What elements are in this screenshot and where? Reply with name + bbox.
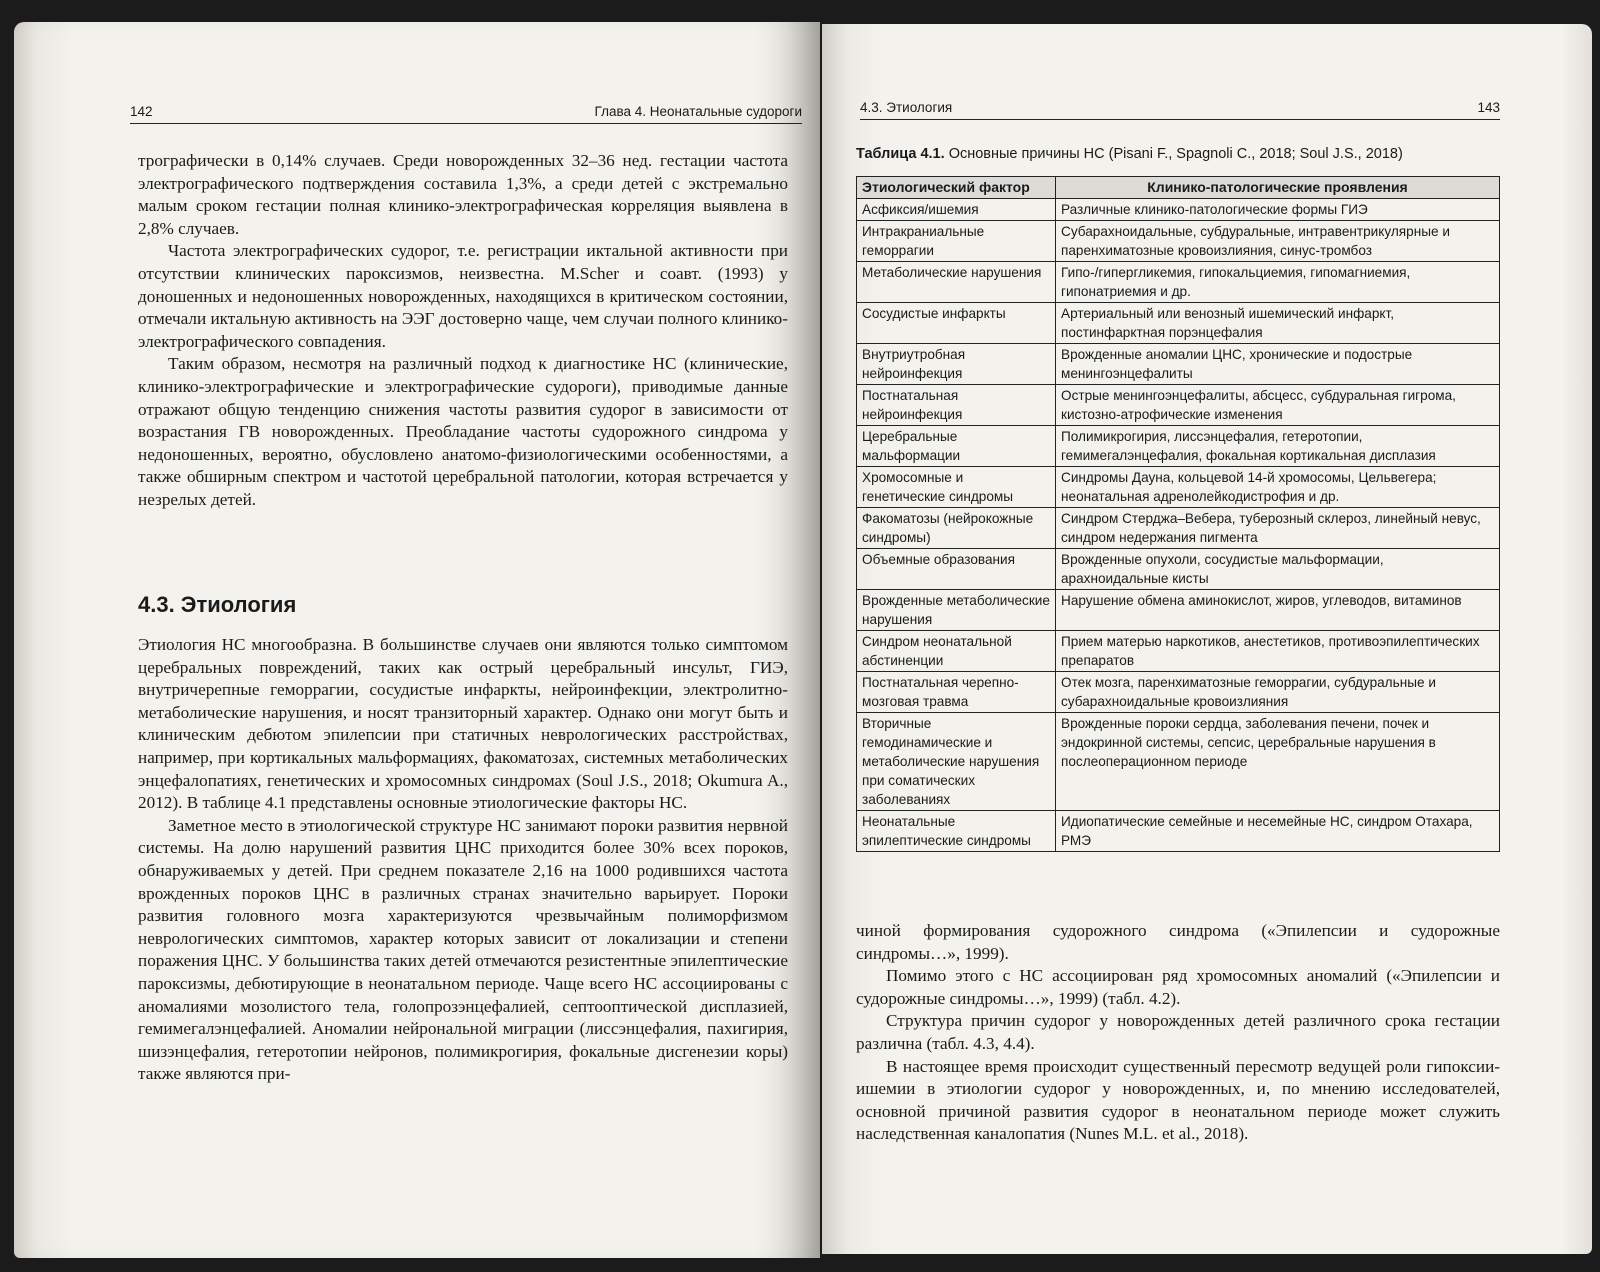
left-running-head	[130, 104, 802, 124]
table-body	[857, 199, 1500, 852]
etiology-factor-cell: Постнатальная черепно-мозговая травма	[857, 672, 1056, 713]
etiology-factor-cell: Объемные образования	[857, 549, 1056, 590]
etiology-factor-cell: Вторичные гемодинамические и метаболические нарушения при соматических заболеваниях	[857, 713, 1056, 811]
etiology-factor-cell: Хромосомные и генетические синдромы	[857, 467, 1056, 508]
etiology-factor-cell: Факоматозы (нейрокожные синдромы)	[857, 508, 1056, 549]
paragraph: чиной формирования судорожного синдрома («Эпилепсии и судорожные синдромы…», 1999).	[856, 921, 1500, 963]
manifestation-cell: Острые менингоэнцефалиты, абсцесс, субдуральная гигрома, кистозно-атрофические изменения	[1056, 385, 1500, 426]
right-text	[856, 920, 1500, 1146]
left-text-top	[138, 150, 788, 512]
etiology-factor-cell: Синдром неонатальной абстиненции	[857, 631, 1056, 672]
table-row	[857, 811, 1500, 852]
etiology-factor-cell: Асфиксия/ишемия	[857, 199, 1056, 221]
etiology-factor-cell: Церебральные мальформации	[857, 426, 1056, 467]
table-row	[857, 262, 1500, 303]
etiology-factor-cell: Неонатальные эпилептические синдромы	[857, 811, 1056, 852]
table-row	[857, 344, 1500, 385]
paragraph: трографически в 0,14% случаев. Среди новорожденных 32–36 нед. гестации частота электрографического подтверждения составила 1,3%, а среди детей с экстремально малым сроком гестации полная клинико-электрографическая корреляция выявлена в 2,8% случаев.	[138, 151, 788, 238]
table-row	[857, 508, 1500, 549]
table-header-cell: Клинико-патологические проявления	[1056, 177, 1500, 199]
manifestation-cell: Артериальный или венозный ишемический инфаркт, постинфарктная порэнцефалия	[1056, 303, 1500, 344]
manifestation-cell: Идиопатические семейные и несемейные НС, синдром Отахара, РМЭ	[1056, 811, 1500, 852]
manifestation-cell: Нарушение обмена аминокислот, жиров, углеводов, витаминов	[1056, 590, 1500, 631]
paragraph: В настоящее время происходит существенный пересмотр ведущей роли гипоксии-ишемии в этиологии судорог у новорожденных, и, по мнению исследователей, основной причиной развития судорог в неонатальном периоде может служить наследственная каналопатия (Nunes M.L. et al., 2018).	[856, 1056, 1500, 1144]
right-running-head	[860, 100, 1500, 120]
left-page-number: 142	[130, 104, 153, 119]
left-text-bottom	[138, 634, 788, 1086]
table-row	[857, 426, 1500, 467]
paragraph: Таким образом, несмотря на различный подход к диагностике НС (клинические, клинико-электрографические и электрографические судороги), приводимые данные отражают общую тенденцию снижения частоты развития судорог в зависимости от возрастания ГВ новорожденных. Преобладание частоты судорожного синдрома у недоношенных, вероятно, обусловлено анатомо-физиологическими особенностями, а также обширным спектром и частотой церебральной патологии, которая встречается у незрелых детей.	[138, 354, 788, 509]
paragraph: Помимо этого с НС ассоциирован ряд хромосомных аномалий («Эпилепсии и судорожные синдромы…», 1999) (табл. 4.2).	[856, 966, 1500, 1008]
etiology-factor-cell: Врожденные метаболические нарушения	[857, 590, 1056, 631]
left-running-title: Глава 4. Неонатальные судороги	[594, 104, 802, 119]
table-row	[857, 549, 1500, 590]
table-row	[857, 672, 1500, 713]
right-page-number: 143	[1477, 100, 1500, 115]
table-row	[857, 467, 1500, 508]
table-row	[857, 199, 1500, 221]
table-header-cell: Этиологический фактор	[857, 177, 1056, 199]
table-row	[857, 303, 1500, 344]
table-caption-label: Таблица 4.1.	[856, 146, 945, 162]
manifestation-cell: Гипо-/гипергликемия, гипокальциемия, гипомагниемия, гипонатриемия и др.	[1056, 262, 1500, 303]
right-running-title: 4.3. Этиология	[860, 100, 953, 115]
table-caption-text: Основные причины НС (Pisani F., Spagnoli C., 2018; Soul J.S., 2018)	[948, 146, 1403, 162]
manifestation-cell: Прием матерью наркотиков, анестетиков, противоэпилептических препаратов	[1056, 631, 1500, 672]
table-row	[857, 713, 1500, 811]
manifestation-cell: Синдромы Дауна, кольцевой 14-й хромосомы, Цельвегера; неонатальная адренолейкодистрофия и др.	[1056, 467, 1500, 508]
table-caption	[856, 146, 1506, 162]
manifestation-cell: Отек мозга, паренхиматозные геморрагии, субдуральные и субарахноидальные кровоизлияния	[1056, 672, 1500, 713]
paragraph: Заметное место в этиологической структуре НС занимают пороки развития нервной системы. На долю нарушений развития ЦНС приходится более 30% всех пороков, обнаруживаемых у детей. При среднем показателе 2,16 на 1000 родившихся частота врожденных пороков ЦНС в различных странах значительно варьирует. Пороки развития головного мозга характеризуются чрезвычайным полиморфизмом неврологических симптомов, характер которых зависит от локализации и степени поражения ЦНС. У большинства таких детей отмечаются резистентные эпилептические пароксизмы, дебютирующие в неонатальном периоде. Чаще всего НС ассоциированы с аномалиями мозолистого тела, голопрозэнцефалией, септооптической дисплазией, гемимегалэнцефалией. Аномалии нейрональной миграции (лиссэнцефалия, пахигирия, шизэнцефалия, гетеротопии нейронов, полимикрогирия, фокальные дисгенезии коры) также являются при-	[138, 815, 788, 1084]
manifestation-cell: Врожденные опухоли, сосудистые мальформации, арахноидальные кисты	[1056, 549, 1500, 590]
table-row	[857, 385, 1500, 426]
table-row	[857, 590, 1500, 631]
table-row	[857, 221, 1500, 262]
etiology-factor-cell: Внутриутробная нейроинфекция	[857, 344, 1056, 385]
paragraph: Этиология НС многообразна. В большинстве случаев они являются только симптомом церебральных повреждений, таких как острый церебральный инсульт, ГИЭ, внутричерепные геморрагии, сосудистые инфаркты, нейроинфекции, электролитно-метаболические нарушения, и носят транзиторный характер. Однако они могут быть и клиническим дебютом эпилепсии при статичных неврологических расстройствах, например, при кортикальных мальформациях, факоматозах, системных метаболических энцефалопатиях, генетических и хромосомных синдромах (Soul J.S., 2018; Okumura A., 2012). В таблице 4.1 представлены основные этиологические факторы НС.	[138, 635, 788, 813]
manifestation-cell: Синдром Стерджа–Вебера, туберозный склероз, линейный невус, синдром недержания пигмента	[1056, 508, 1500, 549]
etiology-factor-cell: Метаболические нарушения	[857, 262, 1056, 303]
etiology-factor-cell: Постнатальная нейроинфекция	[857, 385, 1056, 426]
manifestation-cell: Субарахноидальные, субдуральные, интравентрикулярные и паренхиматозные кровоизлияния, синус-тромбоз	[1056, 221, 1500, 262]
manifestation-cell: Врожденные пороки сердца, заболевания печени, почек и эндокринной системы, сепсис, церебральные нарушения в послеоперационном периоде	[1056, 713, 1500, 811]
section-heading: 4.3. Этиология	[138, 592, 297, 617]
etiology-table	[856, 176, 1500, 852]
manifestation-cell: Полимикрогирия, лиссэнцефалия, гетеротопии, гемимегалэнцефалия, фокальная кортикальная дисплазия	[1056, 426, 1500, 467]
manifestation-cell: Врожденные аномалии ЦНС, хронические и подострые менингоэнцефалиты	[1056, 344, 1500, 385]
manifestation-cell: Различные клинико-патологические формы ГИЭ	[1056, 199, 1500, 221]
table-header-row	[857, 177, 1500, 199]
etiology-factor-cell: Сосудистые инфаркты	[857, 303, 1056, 344]
etiology-factor-cell: Интракраниальные геморрагии	[857, 221, 1056, 262]
paragraph: Структура причин судорог у новорожденных детей различного срока гестации различна (табл. 4.3, 4.4).	[856, 1011, 1500, 1053]
paragraph: Частота электрографических судорог, т.е. регистрации иктальной активности при отсутствии клинических пароксизмов, неизвестна. M.Scher и соавт. (1993) у доношенных и недоношенных новорожденных, находящихся в критическом состоянии, отмечали иктальную активность на ЭЭГ достоверно чаще, чем случаи полного клинико-электрографического совпадения.	[138, 241, 788, 351]
table-row	[857, 631, 1500, 672]
